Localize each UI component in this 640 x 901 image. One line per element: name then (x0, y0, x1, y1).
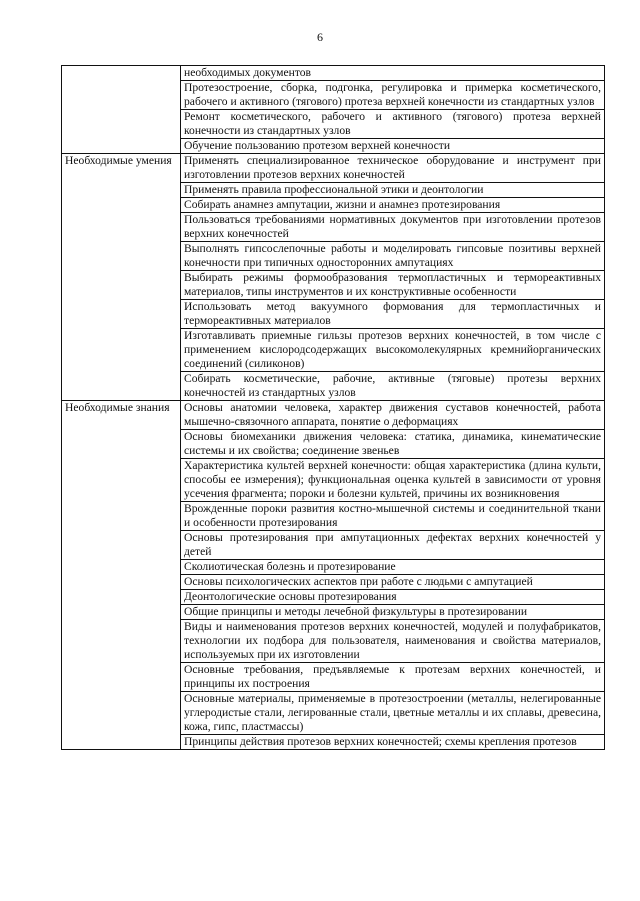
table-cell: Основные требования, предъявляемые к протезам верхних конечностей, и принципы их построения (181, 663, 605, 692)
section-label: Необходимые умения (62, 154, 181, 401)
table-cell: Применять специализированное техническое оборудование и инструмент при изготовлении протезов верхних конечностей (181, 154, 605, 183)
table-cell: Общие принципы и методы лечебной физкультуры в протезировании (181, 605, 605, 620)
table-cell: Врожденные пороки развития костно-мышечной системы и соединительной ткани и особенности протезирования (181, 502, 605, 531)
section-label (62, 66, 181, 154)
table-cell: Виды и наименования протезов верхних конечностей, модулей и полуфабрикатов, технологии их подбора для пользователя, наименования и свойства материалов, используемых при их изготовлении (181, 620, 605, 663)
table-cell: Выбирать режимы формообразования термопластичных и термореактивных материалов, типы инструментов и их конструктивные особенности (181, 271, 605, 300)
table-cell: Принципы действия протезов верхних конечностей; схемы крепления протезов (181, 735, 605, 750)
table-cell: Использовать метод вакуумного формования для термопластичных и термореактивных материалов (181, 300, 605, 329)
table-cell: Выполнять гипсослепочные работы и моделировать гипсовые позитивы верхней конечности при типичных односторонних ампутациях (181, 242, 605, 271)
table-cell: Основы психологических аспектов при работе с людьми с ампутацией (181, 575, 605, 590)
table-row (62, 401, 605, 430)
table-cell: Собирать косметические, рабочие, активные (тяговые) протезы верхних конечностей из стандартных узлов (181, 372, 605, 401)
table-cell: необходимых документов (181, 66, 605, 81)
table-cell: Основы биомеханики движения человека: статика, динамика, кинематические системы и их свойства; соединение звеньев (181, 430, 605, 459)
table-cell: Основы анатомии человека, характер движения суставов конечностей, работа мышечно-связочного аппарата, понятие о деформациях (181, 401, 605, 430)
requirements-table (61, 65, 605, 750)
page-number: 6 (317, 30, 323, 44)
table-cell: Обучение пользованию протезом верхней конечности (181, 139, 605, 154)
table-cell: Характеристика культей верхней конечности: общая характеристика (длина культи, способы ее измерения); функциональная оценка культей в зависимости от уровня усечения фрагмента; пороки и болезни культей, причины их возникновения (181, 459, 605, 502)
table-cell: Основы протезирования при ампутационных дефектах верхних конечностей у детей (181, 531, 605, 560)
table-cell: Изготавливать приемные гильзы протезов верхних конечностей, в том числе с применением кислородсодержащих высокомолекулярных кремнийорганических соединений (силиконов) (181, 329, 605, 372)
table-row (62, 154, 605, 183)
table-cell: Применять правила профессиональной этики и деонтологии (181, 183, 605, 198)
table-cell: Собирать анамнез ампутации, жизни и анамнез протезирования (181, 198, 605, 213)
table-cell: Протезостроение, сборка, подгонка, регулировка и примерка косметического, рабочего и активного (тягового) протеза верхней конечности из стандартных узлов (181, 81, 605, 110)
table-cell: Основные материалы, применяемые в протезостроении (металлы, нелегированные углеродистые стали, легированные стали, цветные металлы и их сплавы, древесина, кожа, гипс, пластмассы) (181, 692, 605, 735)
table-row (62, 66, 605, 81)
table-cell: Пользоваться требованиями нормативных документов при изготовлении протезов верхних конечностей (181, 213, 605, 242)
table-cell: Сколиотическая болезнь и протезирование (181, 560, 605, 575)
section-label: Необходимые знания (62, 401, 181, 750)
table-cell: Ремонт косметического, рабочего и активного (тягового) протеза верхней конечности из стандартных узлов (181, 110, 605, 139)
table-cell: Деонтологические основы протезирования (181, 590, 605, 605)
